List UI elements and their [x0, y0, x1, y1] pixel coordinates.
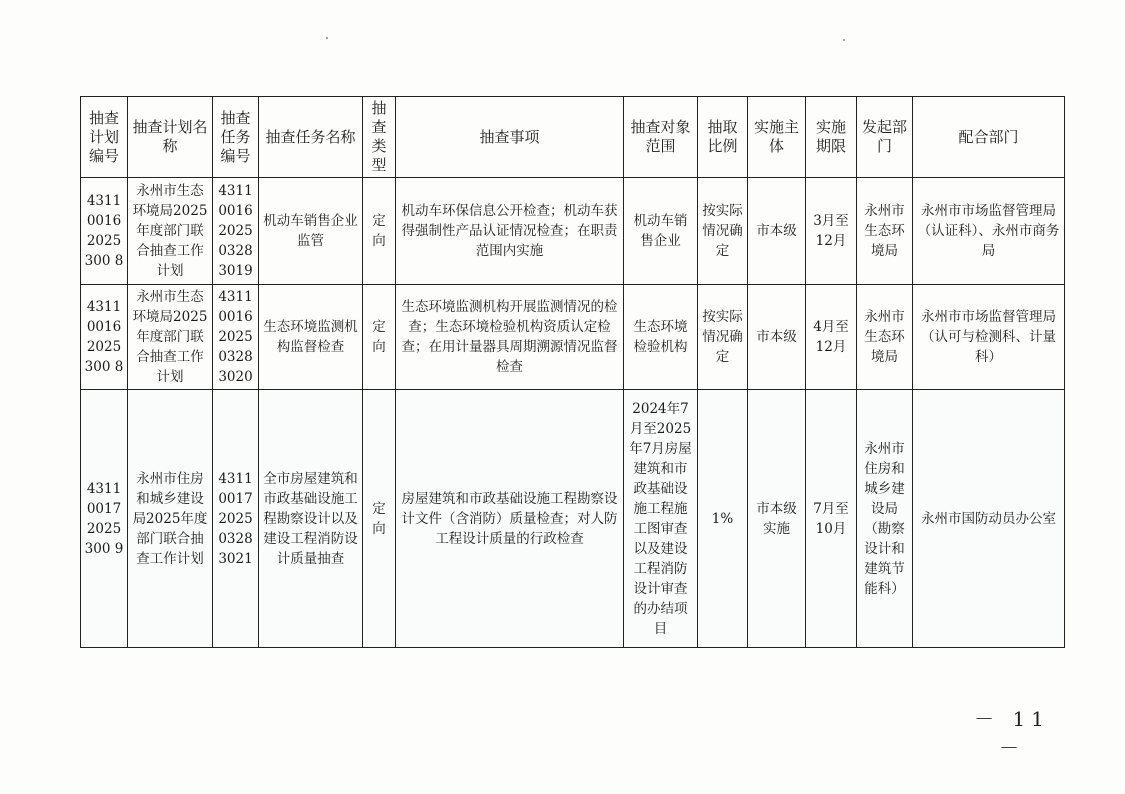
cell-plan-no: 431100172025300 9	[81, 390, 128, 648]
header-period: 实施期限	[806, 97, 857, 178]
scan-speck	[326, 37, 328, 39]
cell-items: 机动车环保信息公开检查；机动车获得强制性产品认证情况检查；在职责范围内实施	[396, 178, 624, 285]
cell-task-name: 全市房屋建筑和市政基础设施工程勘察设计以及建设工程消防设计质量抽查	[259, 390, 363, 648]
cell-task-no: 43110016202503283019	[213, 178, 259, 285]
scan-speck	[843, 39, 845, 41]
spot-check-plan-table	[80, 96, 1065, 648]
cell-subject: 市本级	[748, 285, 806, 390]
cell-partner: 永州市市场监督管理局（认证科）、永州市商务局	[913, 178, 1065, 285]
header-plan-name: 抽查计划名称	[128, 97, 213, 178]
cell-scope: 机动车销售企业	[624, 178, 698, 285]
cell-subject: 市本级实施	[748, 390, 806, 648]
cell-plan-no: 431100162025300 8	[81, 178, 128, 285]
cell-partner: 永州市市场监督管理局（认可与检测科、计量科）	[913, 285, 1065, 390]
cell-ratio: 按实际情况确定	[698, 178, 748, 285]
cell-initiator: 永州市住房和城乡建设局（勘察设计和建筑节能科）	[857, 390, 913, 648]
header-check-type: 抽查类型	[363, 97, 396, 178]
header-plan-no: 抽查计划编号	[81, 97, 128, 178]
cell-plan-name: 永州市生态环境局2025年度部门联合抽查工作计划	[128, 178, 213, 285]
cell-subject: 市本级	[748, 178, 806, 285]
cell-plan-name: 永州市住房和城乡建设局2025年度部门联合抽查工作计划	[128, 390, 213, 648]
cell-scope: 2024年7月至2025年7月房屋建筑和市政基础设施工程施工图审查以及建设工程消防设计审查的办结项目	[624, 390, 698, 648]
cell-period: 7月至10月	[806, 390, 857, 648]
cell-plan-name: 永州市生态环境局2025年度部门联合抽查工作计划	[128, 285, 213, 390]
cell-check-type: 定向	[363, 285, 396, 390]
table-row	[81, 178, 1065, 285]
header-task-no: 抽查任务编号	[213, 97, 259, 178]
cell-task-name: 机动车销售企业监管	[259, 178, 363, 285]
cell-items: 房屋建筑和市政基础设施工程勘察设计文件（含消防）质量检查；对人防工程设计质量的行政检查	[396, 390, 624, 648]
cell-initiator: 永州市生态环境局	[857, 285, 913, 390]
header-subject: 实施主体	[748, 97, 806, 178]
cell-ratio: 1%	[698, 390, 748, 648]
header-ratio: 抽取比例	[698, 97, 748, 178]
cell-initiator: 永州市生态环境局	[857, 178, 913, 285]
table-row	[81, 390, 1065, 648]
cell-ratio: 按实际情况确定	[698, 285, 748, 390]
cell-partner: 永州市国防动员办公室	[913, 390, 1065, 648]
page-number: － 11 －	[974, 707, 1050, 760]
header-initiator: 发起部门	[857, 97, 913, 178]
cell-period: 3月至12月	[806, 178, 857, 285]
header-items: 抽查事项	[396, 97, 624, 178]
header-scope: 抽查对象范围	[624, 97, 698, 178]
header-task-name: 抽查任务名称	[259, 97, 363, 178]
cell-check-type: 定向	[363, 178, 396, 285]
header-partner: 配合部门	[913, 97, 1065, 178]
cell-task-name: 生态环境监测机构监督检查	[259, 285, 363, 390]
cell-check-type: 定向	[363, 390, 396, 648]
table-row	[81, 285, 1065, 390]
cell-task-no: 43110016202503283020	[213, 285, 259, 390]
cell-period: 4月至12月	[806, 285, 857, 390]
cell-scope: 生态环境检验机构	[624, 285, 698, 390]
cell-plan-no: 431100162025300 8	[81, 285, 128, 390]
table-header-row	[81, 97, 1065, 178]
cell-items: 生态环境监测机构开展监测情况的检查；生态环境检验机构资质认定检查；在用计量器具周期溯源情况监督检查	[396, 285, 624, 390]
cell-task-no: 43110017202503283021	[213, 390, 259, 648]
